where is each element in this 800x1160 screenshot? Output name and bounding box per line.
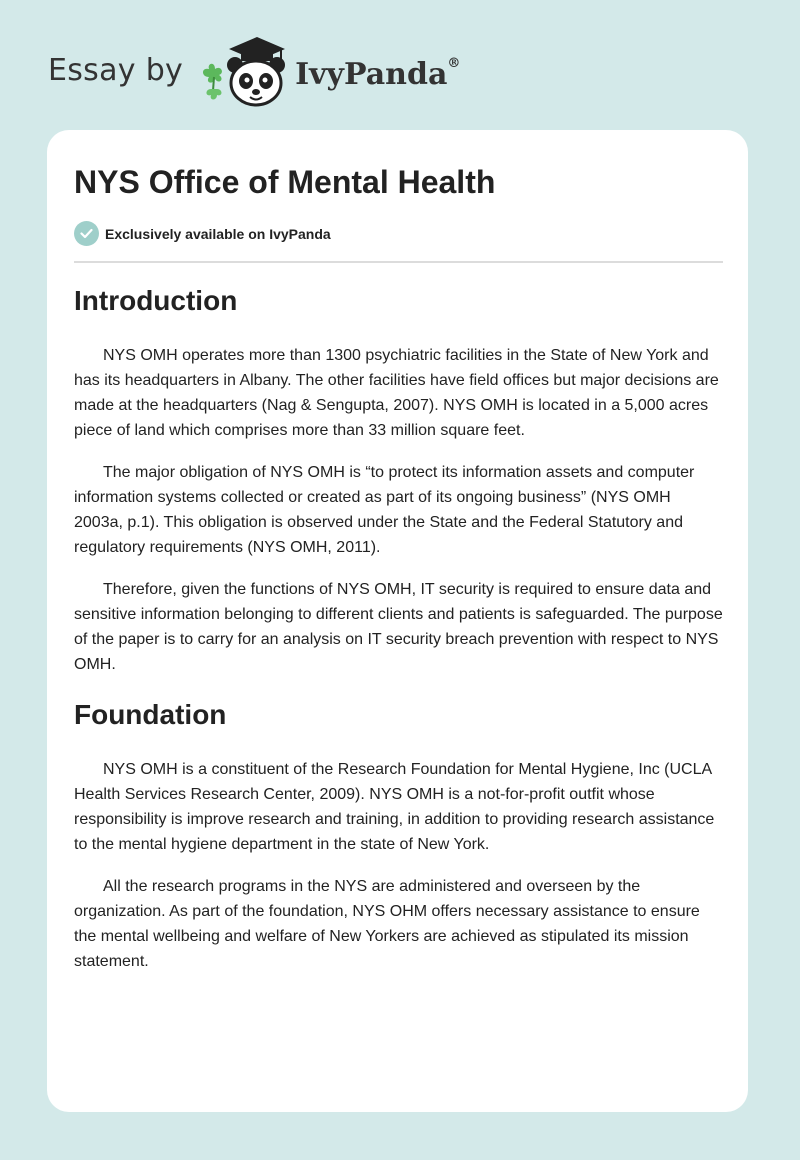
essay-card [47, 130, 748, 1112]
paragraph: Therefore, given the functions of NYS OMH, IT security is required to ensure data and sensitive information belonging to different clients and patients is safeguarded. The purpose of the paper is to carry for an analysis on IT security breach prevention with respect to NYS OMH. [74, 581, 723, 673]
exclusive-badge-label: Exclusively available on IvyPanda [105, 225, 331, 242]
section-heading-introduction: Introduction [74, 285, 238, 316]
paragraph: NYS OMH is a constituent of the Research Foundation for Mental Hygiene, Inc (UCLA Health Services Research Center, 2009). NYS OMH is a not-for-profit outfit whose responsibility is improve research and training, in addition to providing research assistance to the mental hygiene department in the state of New York. [74, 761, 715, 853]
paragraph: The major obligation of NYS OMH is “to protect its information assets and computer information systems collected or created as part of its ongoing business” (NYS OMH 2003a, p.1). This obligation is observed under the State and the Federal Statutory and regulatory requirements (NYS OMH, 2011). [74, 464, 695, 556]
check-icon [74, 221, 99, 246]
ivypanda-logo[interactable] [197, 31, 460, 109]
site-header [48, 30, 548, 110]
panda-mascot-icon [197, 31, 289, 109]
title-divider [74, 261, 723, 263]
article-body [74, 280, 724, 974]
exclusive-badge [74, 221, 331, 246]
brand-name: IvyPanda® [295, 55, 461, 92]
paragraph: NYS OMH operates more than 1300 psychiatric facilities in the State of New York and has its headquarters in Albany. The other facilities have field offices but major decisions are made at the headquarters (Nag & Sengupta, 2007). NYS OMH is located in a 5,000 acres piece of land which comprises more than 33 million square feet. [74, 347, 719, 439]
page-title: NYS Office of Mental Health [74, 164, 496, 200]
section-heading-foundation: Foundation [74, 699, 227, 730]
paragraph: All the research programs in the NYS are administered and overseen by the organization. As part of the foundation, NYS OHM offers necessary assistance to ensure the mental wellbeing and welfare of New Yorkers are achieved as stipulated its mission statement. [74, 878, 700, 970]
essay-by-label: Essay by [48, 52, 184, 88]
